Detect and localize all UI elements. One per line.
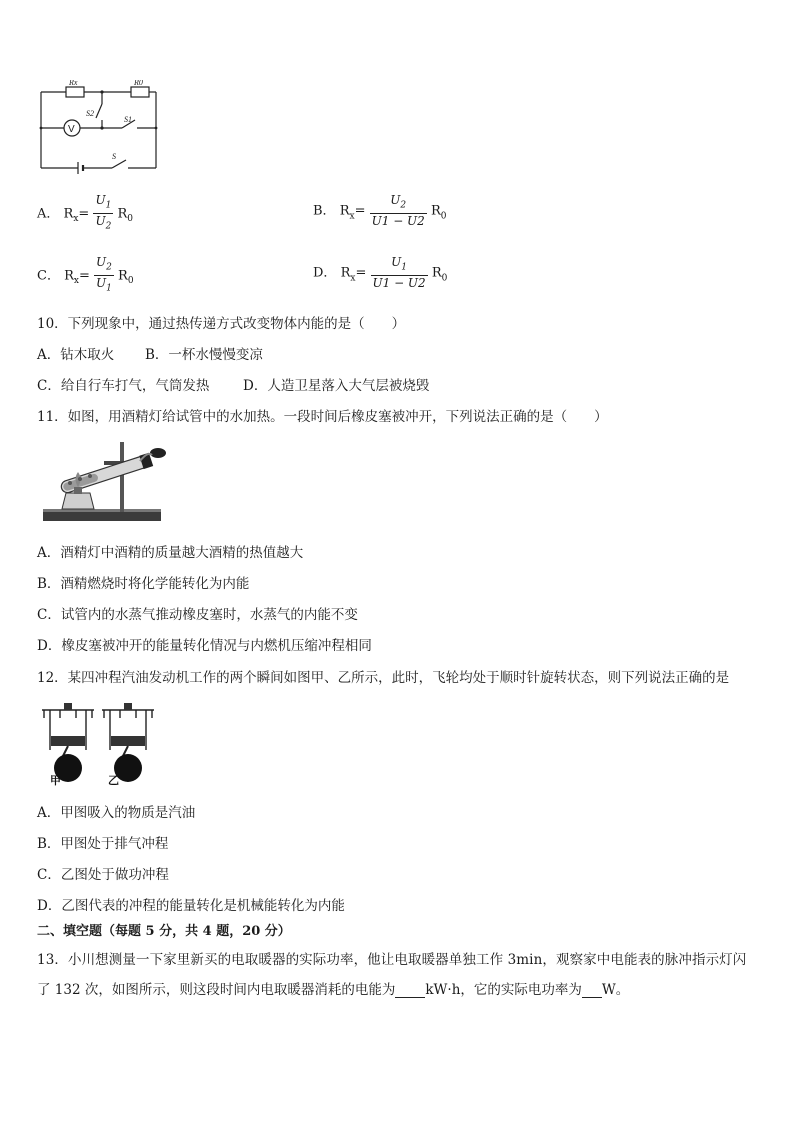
option-label: A． bbox=[37, 206, 60, 222]
q11-option-a[interactable]: A．酒精灯中酒精的质量越大酒精的热值越大 bbox=[37, 545, 304, 561]
lhs: R bbox=[340, 265, 351, 281]
s-label: S bbox=[112, 152, 116, 161]
option-label: C． bbox=[37, 268, 60, 284]
lhs: R bbox=[64, 268, 74, 284]
fraction bbox=[371, 255, 428, 291]
q12-stem: 12．某四冲程汽油发动机工作的两个瞬间如图甲、乙所示，此时，飞轮均处于顺时针旋转状态，则下列说法正确的是 bbox=[37, 670, 730, 686]
rhs: R bbox=[118, 268, 128, 284]
voltmeter-label: V bbox=[68, 124, 75, 135]
alcohol-lamp-test-tube-figure bbox=[40, 437, 170, 527]
denominator-sub: 1 bbox=[106, 283, 112, 294]
numerator-sub: 1 bbox=[105, 200, 112, 211]
s2-label: S2 bbox=[86, 109, 94, 118]
answer-blank-energy[interactable] bbox=[395, 981, 425, 998]
numerator-sub: 1 bbox=[401, 262, 408, 273]
circuit-diagram bbox=[36, 80, 162, 175]
q13-text-c: W。 bbox=[601, 982, 630, 998]
q13-line1: 13．小川想测量一下家里新买的电取暖器的实际功率，他让电取暖器单独工作 3min，观察家中电能表的脉冲指示灯闪 bbox=[37, 952, 747, 968]
numerator-sub: 2 bbox=[106, 262, 112, 273]
rhs-sub: 0 bbox=[127, 275, 134, 286]
q9-option-b[interactable] bbox=[313, 193, 446, 229]
rx-label: Rx bbox=[69, 80, 78, 87]
label-yi: 乙 bbox=[108, 774, 119, 787]
q9-option-c[interactable] bbox=[37, 255, 134, 297]
lhs-sub: x bbox=[349, 211, 355, 222]
lhs-sub: x bbox=[73, 275, 79, 286]
equals: = bbox=[355, 265, 367, 281]
equals: = bbox=[78, 206, 90, 222]
lhs-sub: x bbox=[350, 273, 356, 284]
q11-option-b[interactable]: B．酒精燃烧时将化学能转化为内能 bbox=[37, 576, 250, 592]
q9-option-a[interactable] bbox=[37, 193, 133, 235]
q9-option-d[interactable] bbox=[313, 255, 447, 291]
denominator: U1 − U2 bbox=[372, 276, 426, 291]
fraction bbox=[94, 255, 114, 297]
denominator: U1 − U2 bbox=[371, 214, 425, 229]
q13-text-b: kW·h，它的实际电功率为 bbox=[425, 982, 582, 998]
numerator-sub: 2 bbox=[400, 200, 407, 211]
rhs-sub: 0 bbox=[441, 273, 448, 284]
q10-option-c[interactable]: C．给自行车打气，气筒发热 bbox=[37, 378, 210, 394]
equals: = bbox=[354, 203, 366, 219]
answer-blank-power[interactable] bbox=[582, 981, 602, 998]
q10-option-b[interactable]: B．一杯水慢慢变凉 bbox=[145, 347, 263, 363]
q10-option-d[interactable]: D．人造卫星落入大气层被烧毁 bbox=[243, 378, 430, 394]
numerator: U bbox=[96, 255, 107, 269]
numerator: U bbox=[390, 193, 401, 207]
q13-text-a: 了 132 次，如图所示，则这段时间内电取暖器消耗的电能为 bbox=[37, 982, 396, 998]
q11-option-c[interactable]: C．试管内的水蒸气推动橡皮塞时，水蒸气的内能不变 bbox=[37, 607, 358, 623]
denominator: U bbox=[95, 214, 106, 229]
denominator-sub: 2 bbox=[105, 221, 112, 232]
rhs-sub: 0 bbox=[127, 213, 133, 224]
q11-stem: 11．如图，用酒精灯给试管中的水加热。一段时间后橡皮塞被冲开，下列说法正确的是（ ） bbox=[37, 409, 608, 425]
equals: = bbox=[78, 268, 90, 284]
numerator: U bbox=[391, 255, 402, 269]
lhs: R bbox=[63, 206, 74, 222]
rhs: R bbox=[431, 265, 442, 281]
lhs: R bbox=[339, 203, 350, 219]
section-title: 二、填空题（每题 5 分，共 4 题，20 分） bbox=[37, 924, 291, 939]
q12-option-c[interactable]: C．乙图处于做功冲程 bbox=[37, 867, 169, 883]
q13-line2 bbox=[37, 978, 629, 998]
q10-stem: 10．下列现象中，通过热传递方式改变物体内能的是（ ） bbox=[37, 316, 406, 332]
q11-option-d[interactable]: D．橡皮塞被冲开的能量转化情况与内燃机压缩冲程相同 bbox=[37, 638, 372, 654]
label-jia: 甲 bbox=[50, 774, 61, 787]
fraction bbox=[93, 193, 113, 235]
fraction bbox=[370, 193, 427, 229]
engine-figure bbox=[40, 700, 160, 788]
s1-label: S1 bbox=[124, 115, 132, 124]
rhs-sub: 0 bbox=[440, 211, 447, 222]
numerator: U bbox=[95, 193, 106, 207]
q12-option-d[interactable]: D．乙图代表的冲程的能量转化是机械能转化为内能 bbox=[37, 898, 345, 914]
rhs: R bbox=[430, 203, 441, 219]
r0-label: R0 bbox=[134, 80, 143, 87]
rhs: R bbox=[117, 206, 128, 222]
q12-option-a[interactable]: A．甲图吸入的物质是汽油 bbox=[37, 805, 196, 821]
option-label: D． bbox=[313, 265, 337, 281]
lhs-sub: x bbox=[73, 213, 79, 224]
q10-option-a[interactable]: A．钻木取火 bbox=[37, 347, 115, 363]
denominator: U bbox=[96, 276, 107, 291]
q12-option-b[interactable]: B．甲图处于排气冲程 bbox=[37, 836, 169, 852]
option-label: B． bbox=[313, 203, 336, 219]
